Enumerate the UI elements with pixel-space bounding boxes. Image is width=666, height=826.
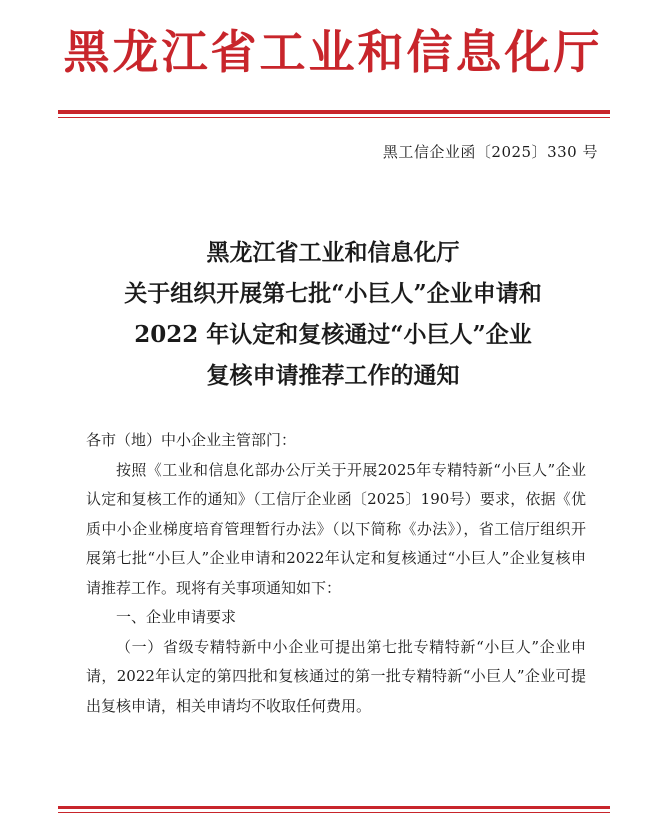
footer-red-rule-thick <box>58 806 610 809</box>
letterhead-red-rule-thin <box>58 117 610 118</box>
section-heading: 一、企业申请要求 <box>116 608 237 626</box>
title-line: 复核申请推荐工作的通知 <box>206 362 460 389</box>
paragraph-intro: 按照《工业和信息化部办公厅关于开展2025年专精特新“小巨人”企业认定和复核工作的通知》（工信厅企业函〔2025〕190号）要求，依据《优质中小企业梯度培育管理暂行办法》（以下简称《办法》），省工信厅组织开展第七批“小巨人”企业申请和2022年认定和复核通过“小巨人”企业复核申请推荐工作。现将有关事项通知如下： <box>86 460 586 597</box>
title-line: 黑龙江省工业和信息化厅 <box>206 239 460 266</box>
letterhead-org-name: 黑龙江省工业和信息化厅 <box>63 25 603 79</box>
document-number: 黑工信企业函〔2025〕330 号 <box>382 143 598 161</box>
footer-red-rule-thin <box>58 812 610 813</box>
title-line: 关于组织开展第七批“小巨人”企业申请和 <box>124 280 542 307</box>
paragraph-requirement-1: （一）省级专精特新中小企业可提出第七批专精特新“小巨人”企业申请，2022年认定的第四批和复核通过的第一批专精特新“小巨人”企业可提出复核申请，相关申请均不收取任何费用。 <box>86 637 586 715</box>
document-title <box>0 232 666 396</box>
salutation: 各市（地）中小企业主管部门： <box>86 431 297 449</box>
letterhead-red-rule-thick <box>58 110 610 114</box>
title-line: 2022 年认定和复核通过“小巨人”企业 <box>134 321 532 348</box>
document-body <box>86 426 586 721</box>
